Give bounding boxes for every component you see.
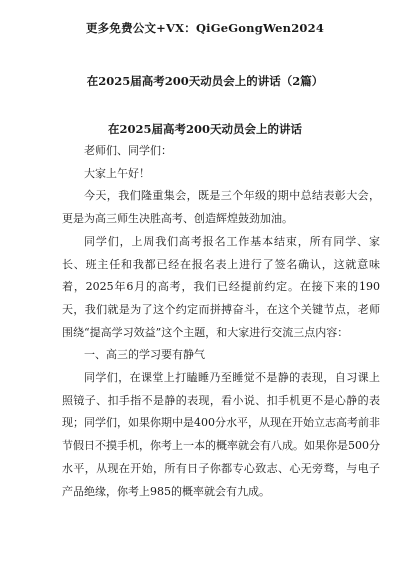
paragraph: 今天，我们隆重集会，既是三个年级的期中总结表彰大会，更是为高三师生决胜高考、创造辉煌鼓劲加油。 — [62, 189, 380, 226]
document-body — [62, 140, 380, 503]
paragraph: 同学们，上周我们高考报名工作基本结束，所有同学、家长、班主任和我都已经在报名表上进行了签名确认，这就意味着，2025年6月的高考，我们已经提前约定。在接下来的190天，我们就是为了这个约定而拼搏奋斗，在这个关键节点，老师围绕“提高学习效益”这个主题，和大家进行交流三点内容： — [62, 234, 380, 339]
salutation: 老师们、同学们： — [84, 144, 172, 157]
speech-title: 在2025届高考200天动员会上的讲话 — [107, 122, 302, 136]
promo-header: 更多免费公文+VX：QiGeGongWen2024 — [85, 21, 325, 35]
section-heading: 一、高三的学习要有静气 — [84, 348, 205, 362]
greeting: 大家上午好！ — [84, 166, 150, 180]
document-title: 在2025届高考200天动员会上的讲话（2篇） — [86, 74, 324, 88]
paragraph: 同学们，在课堂上打瞌睡乃至睡觉不是静的表现，自习课上照镜子、扣手指不是静的表现，看小说、扣手机更不是心静的表现；同学们，如果你期中是400分水平，从现在开始立志高考前非节假日不摸手机，你考上一本的概率就会有八成。如果你是500分水平，从现在开始，所有日子你都专心致志、心无旁骛，与电子产品绝缘，你考上985的概率就会有九成。 — [62, 371, 380, 498]
